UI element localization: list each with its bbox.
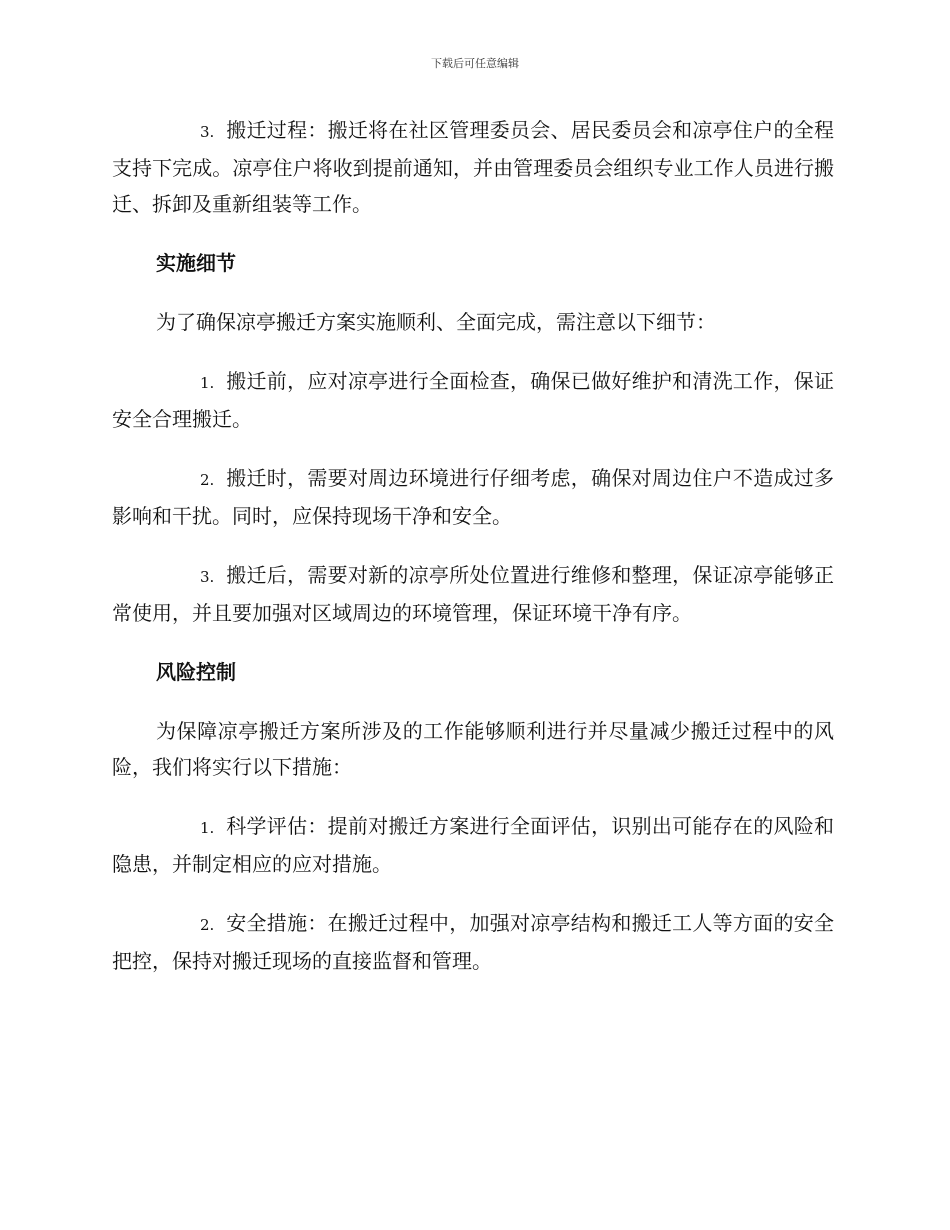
list-text: 安全措施：在搬迁过程中，加强对凉亭结构和搬迁工人等方面的安全把控，保持对搬迁现场的直接监督和管理。 [112, 911, 834, 973]
list-number: 3. [200, 568, 215, 586]
list-text: 科学评估：提前对搬迁方案进行全面评估，识别出可能存在的风险和隐患，并制定相应的应对措施。 [112, 814, 834, 876]
list-number: 2. [200, 916, 215, 934]
list-text: 搬迁时，需要对周边环境进行仔细考虑，确保对周边住户不造成过多影响和干扰。同时，应保持现场干净和安全。 [112, 466, 834, 528]
section-intro: 为保障凉亭搬迁方案所涉及的工作能够顺利进行并尽量减少搬迁过程中的风险，我们将实行以下措施： [112, 719, 834, 779]
list-item [112, 557, 834, 631]
list-text: 搬迁过程：搬迁将在社区管理委员会、居民委员会和凉亭住户的全程支持下完成。凉亭住户将收到提前通知，并由管理委员会组织专业工作人员进行搬迁、拆卸及重新组装等工作。 [112, 118, 834, 216]
list-item [112, 808, 834, 882]
list-number: 1. [200, 819, 215, 837]
section-heading: 风险控制 [156, 660, 236, 684]
page-header: 下载后可任意编辑 [431, 57, 519, 70]
list-item [112, 112, 834, 222]
section-heading: 实施细节 [156, 251, 236, 275]
section-intro: 为了确保凉亭搬迁方案实施顺利、全面完成，需注意以下细节： [156, 310, 716, 334]
list-number: 3. [200, 123, 215, 141]
list-item [112, 460, 834, 534]
list-text: 搬迁前，应对凉亭进行全面检查，确保已做好维护和清洗工作，保证安全合理搬迁。 [112, 369, 834, 431]
list-item [112, 905, 834, 979]
list-number: 2. [200, 471, 215, 489]
list-text: 搬迁后，需要对新的凉亭所处位置进行维修和整理，保证凉亭能够正常使用，并且要加强对区域周边的环境管理，保证环境干净有序。 [112, 563, 834, 625]
document-body [112, 112, 834, 1002]
list-number: 1. [200, 374, 215, 392]
list-item [112, 363, 834, 437]
